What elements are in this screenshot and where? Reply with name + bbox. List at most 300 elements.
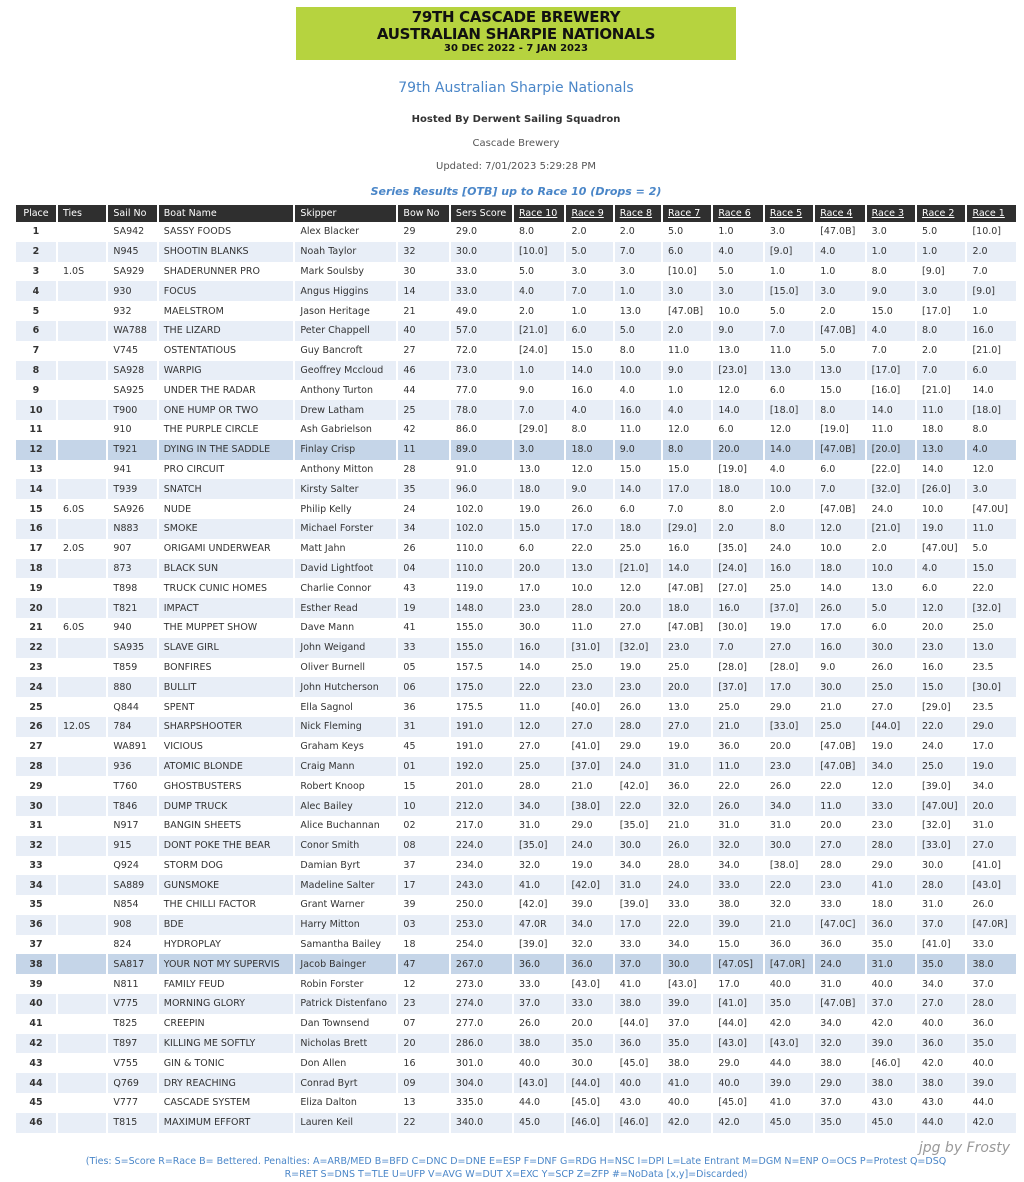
cell-ties: 6.0S (58, 618, 106, 638)
column-header-race-6[interactable] (713, 205, 762, 222)
cell-race-2: 19.0 (917, 519, 965, 539)
cell-bow-no: 44 (398, 380, 449, 400)
cell-race-2: [47.0U] (917, 796, 965, 816)
cell-sers-score: 277.0 (451, 1014, 512, 1034)
cell-race-3: 1.0 (867, 242, 915, 262)
cell-race-5: 21.0 (765, 915, 813, 935)
cell-sers-score: 119.0 (451, 578, 512, 598)
race-link[interactable]: Race 6 (718, 208, 751, 219)
cell-sail-no: T760 (108, 776, 156, 796)
cell-race-4: [47.0B] (815, 994, 864, 1014)
cell-race-5: 24.0 (765, 539, 813, 559)
cell-race-7: 35.0 (663, 1034, 711, 1054)
cell-race-8: 23.0 (615, 677, 661, 697)
cell-race-4: 38.0 (815, 1053, 864, 1073)
cell-skipper: Mark Soulsby (295, 262, 396, 282)
cell-ties (58, 1113, 106, 1133)
cell-sail-no: T859 (108, 658, 156, 678)
race-link[interactable]: Race 1 (972, 208, 1005, 219)
cell-race-10: 27.0 (514, 737, 565, 757)
cell-race-5: 27.0 (765, 638, 813, 658)
cell-race-2: 2.0 (917, 341, 965, 361)
cell-bow-no: 45 (398, 737, 449, 757)
cell-ties (58, 598, 106, 618)
cell-sail-no: T815 (108, 1113, 156, 1133)
race-link[interactable]: Race 4 (820, 208, 853, 219)
cell-race-10: 1.0 (514, 361, 565, 381)
cell-race-5: 14.0 (765, 440, 813, 460)
cell-place: 24 (16, 677, 56, 697)
cell-sers-score: 191.0 (451, 717, 512, 737)
race-link[interactable]: Race 9 (571, 208, 604, 219)
cell-race-6: [43.0] (713, 1034, 762, 1054)
cell-ties (58, 321, 106, 341)
cell-sers-score: 49.0 (451, 301, 512, 321)
cell-race-8: 7.0 (615, 242, 661, 262)
table-row (16, 341, 1016, 361)
cell-race-2: [33.0] (917, 836, 965, 856)
race-link[interactable]: Race 7 (668, 208, 701, 219)
cell-race-4: 32.0 (815, 1034, 864, 1054)
cell-bow-no: 16 (398, 1053, 449, 1073)
cell-sers-score: 335.0 (451, 1093, 512, 1113)
cell-skipper: Finlay Crisp (295, 440, 396, 460)
cell-race-6: 26.0 (713, 796, 762, 816)
column-header-race-9[interactable] (566, 205, 612, 222)
cell-bow-no: 35 (398, 479, 449, 499)
cell-boat-name: FOCUS (159, 281, 294, 301)
cell-place: 36 (16, 915, 56, 935)
cell-skipper: Patrick Distenfano (295, 994, 396, 1014)
cell-race-10: 40.0 (514, 1053, 565, 1073)
cell-sail-no: 910 (108, 420, 156, 440)
cell-boat-name: MORNING GLORY (159, 994, 294, 1014)
column-header-race-3[interactable] (867, 205, 915, 222)
cell-race-2: 4.0 (917, 559, 965, 579)
cell-race-3: 27.0 (867, 697, 915, 717)
cell-race-5: 20.0 (765, 737, 813, 757)
race-link[interactable]: Race 10 (518, 208, 558, 219)
cell-sail-no: WA891 (108, 737, 156, 757)
column-header-race-7[interactable] (663, 205, 711, 222)
cell-race-4: 27.0 (815, 836, 864, 856)
cell-ties (58, 578, 106, 598)
cell-race-6: 15.0 (713, 935, 762, 955)
cell-sers-score: 78.0 (451, 400, 512, 420)
cell-sail-no: T921 (108, 440, 156, 460)
cell-race-5: 13.0 (765, 361, 813, 381)
cell-boat-name: NUDE (159, 499, 294, 519)
cell-race-7: 15.0 (663, 460, 711, 480)
cell-race-1: 36.0 (967, 1014, 1016, 1034)
cell-place: 18 (16, 559, 56, 579)
cell-race-4: [47.0B] (815, 321, 864, 341)
cell-boat-name: SASSY FOODS (159, 222, 294, 242)
cell-race-5: 32.0 (765, 895, 813, 915)
cell-place: 34 (16, 875, 56, 895)
table-row (16, 440, 1016, 460)
cell-race-10: 30.0 (514, 618, 565, 638)
cell-ties (58, 875, 106, 895)
cell-boat-name: GHOSTBUSTERS (159, 776, 294, 796)
column-header-bow-no: Bow No (398, 205, 449, 222)
cell-race-10: 26.0 (514, 1014, 565, 1034)
cell-race-2: 14.0 (917, 460, 965, 480)
cell-sail-no: 932 (108, 301, 156, 321)
cell-race-9: 24.0 (566, 836, 612, 856)
cell-race-4: 24.0 (815, 954, 864, 974)
cell-race-1: 13.0 (967, 638, 1016, 658)
cell-race-3: [20.0] (867, 440, 915, 460)
table-row (16, 1093, 1016, 1113)
cell-sail-no: 784 (108, 717, 156, 737)
cell-sers-score: 33.0 (451, 281, 512, 301)
cell-race-3: 10.0 (867, 559, 915, 579)
cell-sers-score: 301.0 (451, 1053, 512, 1073)
column-header-race-4[interactable] (815, 205, 864, 222)
cell-sail-no: N945 (108, 242, 156, 262)
cell-race-6: 29.0 (713, 1053, 762, 1073)
cell-place: 11 (16, 420, 56, 440)
cell-ties (58, 1093, 106, 1113)
cell-race-6: 10.0 (713, 301, 762, 321)
column-header-race-1[interactable] (967, 205, 1016, 222)
cell-bow-no: 34 (398, 519, 449, 539)
cell-place: 26 (16, 717, 56, 737)
cell-race-9: [45.0] (566, 1093, 612, 1113)
cell-race-8: [46.0] (615, 1113, 661, 1133)
cell-race-3: 18.0 (867, 895, 915, 915)
cell-race-1: [47.0R] (967, 915, 1016, 935)
cell-skipper: Noah Taylor (295, 242, 396, 262)
cell-race-6: [19.0] (713, 460, 762, 480)
cell-race-3: 23.0 (867, 816, 915, 836)
column-header-race-10[interactable] (514, 205, 565, 222)
cell-place: 9 (16, 380, 56, 400)
cell-race-9: [40.0] (566, 697, 612, 717)
cell-bow-no: 08 (398, 836, 449, 856)
cell-race-10: 41.0 (514, 875, 565, 895)
cell-skipper: Alex Blacker (295, 222, 396, 242)
cell-race-1: [10.0] (967, 222, 1016, 242)
cell-race-2: 42.0 (917, 1053, 965, 1073)
cell-race-4: 13.0 (815, 361, 864, 381)
cell-skipper: Jacob Bainger (295, 954, 396, 974)
cell-skipper: Peter Chappell (295, 321, 396, 341)
cell-race-6: [23.0] (713, 361, 762, 381)
cell-ties (58, 460, 106, 480)
cell-race-7: 21.0 (663, 816, 711, 836)
table-row (16, 974, 1016, 994)
cell-race-4: 8.0 (815, 400, 864, 420)
cell-skipper: Kirsty Salter (295, 479, 396, 499)
cell-race-3: 8.0 (867, 262, 915, 282)
cell-race-1: [21.0] (967, 341, 1016, 361)
cell-sers-score: 224.0 (451, 836, 512, 856)
cell-race-4: [47.0B] (815, 222, 864, 242)
cell-ties (58, 697, 106, 717)
cell-race-7: 9.0 (663, 361, 711, 381)
cell-race-2: 35.0 (917, 954, 965, 974)
cell-ties (58, 301, 106, 321)
cell-ties: 2.0S (58, 539, 106, 559)
cell-race-1: 11.0 (967, 519, 1016, 539)
column-header-place: Place (16, 205, 56, 222)
cell-race-7: 16.0 (663, 539, 711, 559)
cell-sail-no: 824 (108, 935, 156, 955)
cell-race-4: 34.0 (815, 1014, 864, 1034)
cell-skipper: Philip Kelly (295, 499, 396, 519)
column-header-ties: Ties (58, 205, 106, 222)
cell-sers-score: 267.0 (451, 954, 512, 974)
cell-boat-name: ATOMIC BLONDE (159, 757, 294, 777)
cell-boat-name: DUMP TRUCK (159, 796, 294, 816)
cell-race-6: 21.0 (713, 717, 762, 737)
cell-race-6: [44.0] (713, 1014, 762, 1034)
cell-place: 8 (16, 361, 56, 381)
cell-sail-no: N811 (108, 974, 156, 994)
cell-race-3: 39.0 (867, 1034, 915, 1054)
cell-race-10: 19.0 (514, 499, 565, 519)
cell-place: 37 (16, 935, 56, 955)
cell-race-9: 20.0 (566, 1014, 612, 1034)
table-row (16, 697, 1016, 717)
cell-place: 38 (16, 954, 56, 974)
cell-bow-no: 29 (398, 222, 449, 242)
cell-race-9: 8.0 (566, 420, 612, 440)
cell-ties (58, 677, 106, 697)
cell-race-1: [18.0] (967, 400, 1016, 420)
cell-race-8: 31.0 (615, 875, 661, 895)
cell-race-7: 8.0 (663, 440, 711, 460)
cell-race-10: 45.0 (514, 1113, 565, 1133)
cell-sail-no: 908 (108, 915, 156, 935)
cell-bow-no: 14 (398, 281, 449, 301)
cell-race-4: 14.0 (815, 578, 864, 598)
cell-sers-score: 30.0 (451, 242, 512, 262)
cell-skipper: Madeline Salter (295, 875, 396, 895)
sponsor-name: Cascade Brewery (472, 138, 560, 149)
cell-sail-no: T825 (108, 1014, 156, 1034)
cell-race-3: 25.0 (867, 677, 915, 697)
cell-race-6: [41.0] (713, 994, 762, 1014)
cell-race-7: 4.0 (663, 400, 711, 420)
cell-ties (58, 242, 106, 262)
cell-race-2: [21.0] (917, 380, 965, 400)
cell-skipper: Angus Higgins (295, 281, 396, 301)
cell-race-9: 19.0 (566, 856, 612, 876)
cell-place: 28 (16, 757, 56, 777)
cell-place: 7 (16, 341, 56, 361)
cell-race-9: 7.0 (566, 281, 612, 301)
cell-race-4: 22.0 (815, 776, 864, 796)
cell-race-8: [32.0] (615, 638, 661, 658)
cell-race-5: 12.0 (765, 420, 813, 440)
cell-race-10: 4.0 (514, 281, 565, 301)
table-row (16, 1113, 1016, 1133)
cell-bow-no: 22 (398, 1113, 449, 1133)
cell-boat-name: BONFIRES (159, 658, 294, 678)
cell-race-6: 5.0 (713, 262, 762, 282)
cell-race-2: [17.0] (917, 301, 965, 321)
cell-race-7: 3.0 (663, 281, 711, 301)
cell-skipper: Oliver Burnell (295, 658, 396, 678)
cell-race-9: [43.0] (566, 974, 612, 994)
cell-race-8: 15.0 (615, 460, 661, 480)
table-row (16, 1034, 1016, 1054)
cell-race-1: 42.0 (967, 1113, 1016, 1133)
cell-sers-score: 243.0 (451, 875, 512, 895)
cell-race-5: [15.0] (765, 281, 813, 301)
cell-race-7: 34.0 (663, 935, 711, 955)
table-row (16, 1073, 1016, 1093)
cell-ties (58, 1053, 106, 1073)
cell-race-10: 23.0 (514, 598, 565, 618)
cell-ties (58, 281, 106, 301)
cell-race-10: 15.0 (514, 519, 565, 539)
cell-ties (58, 341, 106, 361)
cell-skipper: John Hutcherson (295, 677, 396, 697)
column-header-race-8[interactable] (615, 205, 661, 222)
cell-sers-score: 192.0 (451, 757, 512, 777)
cell-boat-name: THE PURPLE CIRCLE (159, 420, 294, 440)
cell-boat-name: BLACK SUN (159, 559, 294, 579)
cell-race-9: 22.0 (566, 539, 612, 559)
cell-race-10: [42.0] (514, 895, 565, 915)
race-link[interactable]: Race 5 (769, 208, 803, 219)
cell-bow-no: 27 (398, 341, 449, 361)
cell-sers-score: 254.0 (451, 935, 512, 955)
column-header-race-5[interactable] (765, 205, 813, 222)
cell-bow-no: 33 (398, 638, 449, 658)
cell-race-5: 3.0 (765, 222, 813, 242)
cell-race-6: 4.0 (713, 242, 762, 262)
cell-race-6: 20.0 (713, 440, 762, 460)
race-link[interactable]: Race 3 (871, 208, 905, 219)
cell-skipper: Anthony Turton (295, 380, 396, 400)
cell-race-10: [21.0] (514, 321, 565, 341)
cell-race-2: 37.0 (917, 915, 965, 935)
cell-sail-no: WA788 (108, 321, 156, 341)
cell-race-9: 2.0 (566, 222, 612, 242)
cell-race-7: 1.0 (663, 380, 711, 400)
cell-place: 30 (16, 796, 56, 816)
cell-race-4: 4.0 (815, 242, 864, 262)
cell-race-3: 9.0 (867, 281, 915, 301)
cell-race-5: [43.0] (765, 1034, 813, 1054)
cell-race-8: 25.0 (615, 539, 661, 559)
cell-race-4: 12.0 (815, 519, 864, 539)
table-row (16, 638, 1016, 658)
cell-race-6: 16.0 (713, 598, 762, 618)
cell-race-7: [43.0] (663, 974, 711, 994)
cell-race-4: 28.0 (815, 856, 864, 876)
cell-race-10: 33.0 (514, 974, 565, 994)
cell-ties (58, 816, 106, 836)
cell-race-4: 20.0 (815, 816, 864, 836)
cell-race-1: [30.0] (967, 677, 1016, 697)
cell-race-6: 7.0 (713, 638, 762, 658)
cell-sail-no: SA925 (108, 380, 156, 400)
table-row (16, 915, 1016, 935)
cell-race-1: 22.0 (967, 578, 1016, 598)
cell-race-9: 18.0 (566, 440, 612, 460)
cell-race-10: [29.0] (514, 420, 565, 440)
cell-boat-name: MAELSTROM (159, 301, 294, 321)
cell-sers-score: 253.0 (451, 915, 512, 935)
cell-skipper: Guy Bancroft (295, 341, 396, 361)
cell-race-5: [28.0] (765, 658, 813, 678)
cell-sers-score: 175.5 (451, 697, 512, 717)
cell-sers-score: 155.0 (451, 638, 512, 658)
cell-sers-score: 175.0 (451, 677, 512, 697)
cell-place: 19 (16, 578, 56, 598)
cell-race-6: 6.0 (713, 420, 762, 440)
cell-skipper: Dan Townsend (295, 1014, 396, 1034)
cell-race-3: 13.0 (867, 578, 915, 598)
table-row (16, 1053, 1016, 1073)
cell-race-3: 14.0 (867, 400, 915, 420)
cell-race-3: 36.0 (867, 915, 915, 935)
cell-race-9: 32.0 (566, 935, 612, 955)
cell-race-5: 39.0 (765, 1073, 813, 1093)
cell-race-1: 2.0 (967, 242, 1016, 262)
table-row (16, 757, 1016, 777)
cell-race-7: [10.0] (663, 262, 711, 282)
cell-race-6: 11.0 (713, 757, 762, 777)
cell-boat-name: DONT POKE THE BEAR (159, 836, 294, 856)
cell-race-8: 16.0 (615, 400, 661, 420)
cell-sail-no: Q844 (108, 697, 156, 717)
cell-skipper: Alec Bailey (295, 796, 396, 816)
cell-bow-no: 30 (398, 262, 449, 282)
cell-race-7: 24.0 (663, 875, 711, 895)
cell-sail-no: SA942 (108, 222, 156, 242)
cell-race-8: [35.0] (615, 816, 661, 836)
cell-skipper: Graham Keys (295, 737, 396, 757)
cell-race-10: 17.0 (514, 578, 565, 598)
cell-race-3: 40.0 (867, 974, 915, 994)
race-link[interactable]: Race 2 (922, 208, 955, 219)
table-row (16, 222, 1016, 242)
cell-sers-score: 250.0 (451, 895, 512, 915)
cell-race-1: 35.0 (967, 1034, 1016, 1054)
race-link[interactable]: Race 8 (619, 208, 653, 219)
cell-race-9: 5.0 (566, 242, 612, 262)
table-row (16, 400, 1016, 420)
table-row (16, 737, 1016, 757)
cell-ties: 6.0S (58, 499, 106, 519)
table-row (16, 816, 1016, 836)
cell-race-8: [42.0] (615, 776, 661, 796)
cell-race-5: 26.0 (765, 776, 813, 796)
column-header-race-2[interactable] (917, 205, 965, 222)
cell-skipper: Conor Smith (295, 836, 396, 856)
cell-race-5: 8.0 (765, 519, 813, 539)
cell-race-7: 23.0 (663, 638, 711, 658)
cell-race-4: 35.0 (815, 1113, 864, 1133)
cell-race-10: 34.0 (514, 796, 565, 816)
cell-sail-no: SA935 (108, 638, 156, 658)
cell-race-8: 17.0 (615, 915, 661, 935)
cell-ties (58, 420, 106, 440)
cell-race-6: [35.0] (713, 539, 762, 559)
cell-race-8: 5.0 (615, 321, 661, 341)
cell-race-3: [21.0] (867, 519, 915, 539)
cell-race-8: 34.0 (615, 856, 661, 876)
cell-ties (58, 757, 106, 777)
cell-race-2: 20.0 (917, 618, 965, 638)
